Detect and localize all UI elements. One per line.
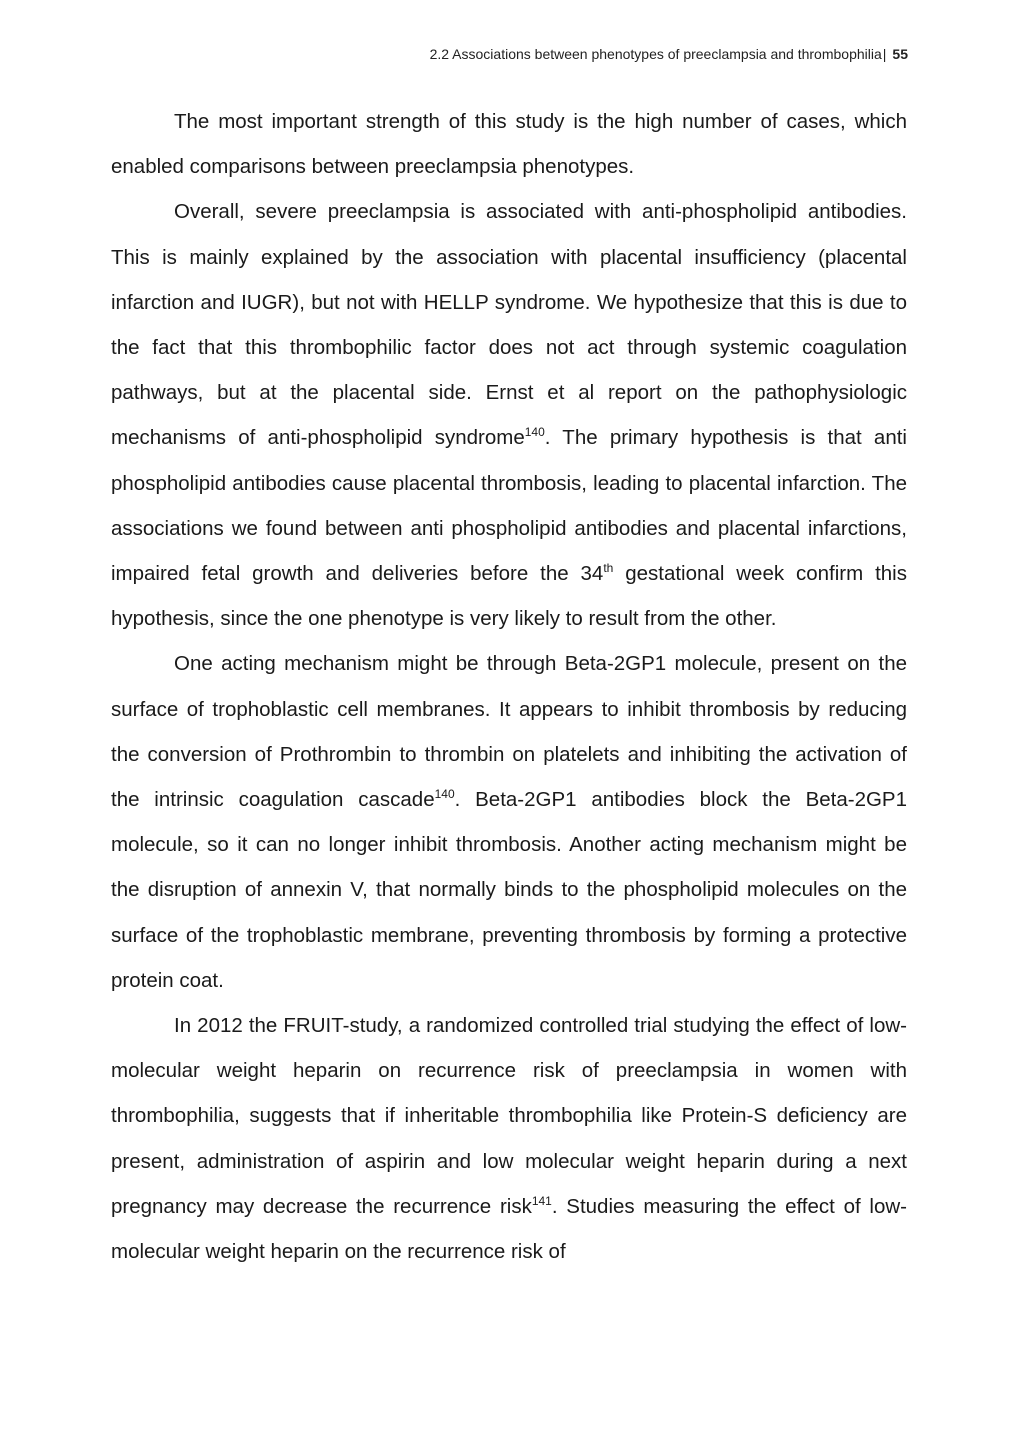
paragraph-text: One acting mechanism might be through Beta-2GP1 molecule, present on the surface of trophoblastic cell membranes. It appears to inhibit thrombosis by reducing the conversion of Prothrombin to thrombin on platelets and inhibiting the activation of the intrinsic coagulation cascade	[111, 652, 907, 812]
paragraph-strength	[111, 99, 907, 189]
paragraph-text: . Beta-2GP1 antibodies block the Beta-2GP1 molecule, so it can no longer inhibit thrombosis. Another acting mechanism might be the disruption of annexin V, that normally binds to the phospholipid molecules on the surface of the trophoblastic membrane, preventing thrombosis by forming a protective protein coat.	[111, 788, 907, 992]
running-header	[430, 46, 908, 62]
paragraph-text: . Studies measuring the effect of low-molecular weight heparin on the recurrence risk of	[111, 1194, 907, 1264]
citation-ref: 141	[531, 1193, 552, 1208]
body-text	[111, 99, 907, 1274]
paragraph-antiphospholipid	[111, 189, 907, 641]
paragraph-mechanism	[111, 641, 907, 1003]
citation-ref: 140	[524, 425, 545, 440]
paragraph-fruit-study	[111, 1003, 907, 1274]
paragraph-text: Overall, severe preeclampsia is associated with anti-phospholipid antibodies. This is mainly explained by the association with placental insufficiency (placental infarction and IUGR), but not with HELLP syndrome. We hypothesize that this is due to the fact that this thrombophilic factor does not act through systemic coagulation pathways, but at the placental side. Ernst et al report on the pathophysiologic mechanisms of anti-phospholipid syndrome	[111, 200, 907, 450]
paragraph-text: The most important strength of this study is the high number of cases, which enabled comparisons between preeclampsia phenotypes.	[111, 110, 907, 179]
citation-ref: 140	[434, 787, 455, 802]
header-separator: |	[882, 46, 887, 62]
paragraph-text: . The primary hypothesis is that anti phospholipid antibodies cause placental thrombosis, leading to placental infarction. The associations we found between anti phospholipid antibodies and placental infarctions, impaired fetal growth and deliveries before the 34	[111, 426, 907, 586]
running-title: 2.2 Associations between phenotypes of preeclampsia and thrombophilia	[429, 46, 882, 62]
paragraph-text: gestational week confirm this hypothesis, since the one phenotype is very likely to result from the other.	[111, 562, 907, 631]
page-number: 55	[892, 46, 908, 62]
ordinal-suffix: th	[603, 561, 614, 576]
paragraph-text: In 2012 the FRUIT-study, a randomized controlled trial studying the effect of low-molecular weight heparin on recurrence risk of preeclampsia in women with thrombophilia, suggests that if inheritable thrombophilia like Protein-S deficiency are present, administration of aspirin and low molecular weight heparin during a next pregnancy may decrease the recurrence risk	[111, 1014, 907, 1218]
